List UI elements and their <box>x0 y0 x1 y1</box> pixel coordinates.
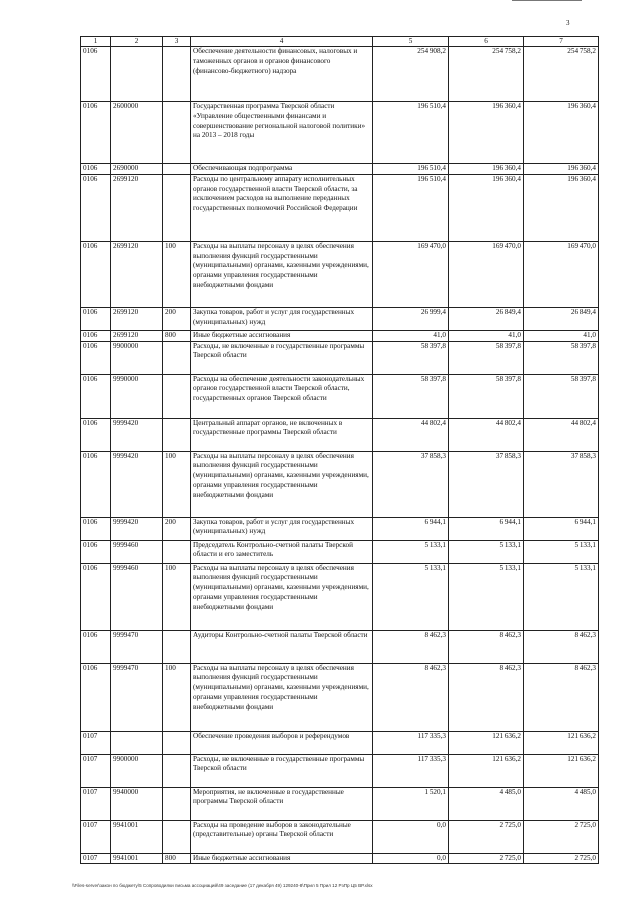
amount-cell: 2 725,0 <box>449 853 524 864</box>
expense-type-cell: 100 <box>163 241 191 307</box>
table-row <box>81 307 599 330</box>
target-code-cell: 9900000 <box>111 341 163 374</box>
section-code-cell: 0106 <box>81 451 111 517</box>
section-code-cell: 0106 <box>81 102 111 164</box>
description-cell: Расходы на проведение выборов в законодательные (представительные) органы Тверской области <box>191 820 373 853</box>
target-code-cell: 9999420 <box>111 418 163 451</box>
amount-cell: 37 858,3 <box>449 451 524 517</box>
table-row <box>81 164 599 175</box>
amount-cell: 1 520,1 <box>373 787 449 820</box>
section-code-cell: 0106 <box>81 563 111 630</box>
table-row <box>81 418 599 451</box>
description-cell: Расходы, не включенные в государственные программы Тверской области <box>191 341 373 374</box>
target-code-cell: 9999460 <box>111 563 163 630</box>
section-code-cell: 0106 <box>81 47 111 102</box>
amount-cell: 44 802,4 <box>373 418 449 451</box>
section-code-cell: 0106 <box>81 540 111 563</box>
amount-cell: 196 510,4 <box>373 102 449 164</box>
description-cell: Иные бюджетные ассигнования <box>191 853 373 864</box>
expense-type-cell: 800 <box>163 330 191 341</box>
amount-cell: 121 636,2 <box>524 731 599 754</box>
header-cell: 3 <box>163 37 191 47</box>
header-cell: 1 <box>81 37 111 47</box>
table-row <box>81 341 599 374</box>
expense-type-cell <box>163 374 191 418</box>
table-row <box>81 630 599 663</box>
description-cell: Государственная программа Тверской области «Управление общественными финансами и совершенствование региональной налоговой политики» на 2013 – 2018 годы <box>191 102 373 164</box>
header-cell: 2 <box>111 37 163 47</box>
amount-cell: 8 462,3 <box>449 630 524 663</box>
amount-cell: 44 802,4 <box>524 418 599 451</box>
header-cell: 4 <box>191 37 373 47</box>
amount-cell: 2 725,0 <box>524 853 599 864</box>
description-cell: Иные бюджетные ассигнования <box>191 330 373 341</box>
amount-cell: 8 462,3 <box>524 630 599 663</box>
expense-type-cell: 100 <box>163 451 191 517</box>
header-cell: 7 <box>524 37 599 47</box>
amount-cell: 8 462,3 <box>449 663 524 731</box>
section-code-cell: 0106 <box>81 330 111 341</box>
amount-cell: 8 462,3 <box>524 663 599 731</box>
amount-cell: 196 360,4 <box>449 174 524 241</box>
description-cell: Центральный аппарат органов, не включенных в государственные программы Тверской области <box>191 418 373 451</box>
expense-type-cell <box>163 787 191 820</box>
expense-type-cell <box>163 754 191 787</box>
target-code-cell: 9900000 <box>111 754 163 787</box>
expense-type-cell <box>163 540 191 563</box>
description-cell: Расходы, не включенные в государственные программы Тверской области <box>191 754 373 787</box>
table-row <box>81 663 599 731</box>
section-code-cell: 0106 <box>81 164 111 175</box>
section-code-cell: 0106 <box>81 418 111 451</box>
amount-cell: 196 360,4 <box>524 102 599 164</box>
amount-cell: 8 462,3 <box>373 663 449 731</box>
description-cell: Закупка товаров, работ и услуг для государственных (муниципальных) нужд <box>191 307 373 330</box>
expense-type-cell: 100 <box>163 663 191 731</box>
amount-cell: 26 849,4 <box>449 307 524 330</box>
target-code-cell: 9940000 <box>111 787 163 820</box>
section-code-cell: 0107 <box>81 787 111 820</box>
section-code-cell: 0106 <box>81 517 111 540</box>
amount-cell: 6 944,1 <box>373 517 449 540</box>
table-row <box>81 731 599 754</box>
table-row <box>81 754 599 787</box>
header-cell: 6 <box>449 37 524 47</box>
expense-type-cell: 200 <box>163 517 191 540</box>
amount-cell: 5 133,1 <box>373 540 449 563</box>
section-code-cell: 0106 <box>81 307 111 330</box>
amount-cell: 4 485,0 <box>449 787 524 820</box>
target-code-cell: 2699120 <box>111 330 163 341</box>
description-cell: Расходы на выплаты персоналу в целях обеспечения выполнения функций государственными (муниципальными) органами, казенными учреждениями, органами управления государственными внебюджетными фондами <box>191 451 373 517</box>
amount-cell: 26 849,4 <box>524 307 599 330</box>
amount-cell: 58 397,8 <box>449 341 524 374</box>
amount-cell: 169 470,0 <box>373 241 449 307</box>
description-cell: Закупка товаров, работ и услуг для государственных (муниципальных) нужд <box>191 517 373 540</box>
amount-cell: 0,0 <box>373 820 449 853</box>
amount-cell: 6 944,1 <box>524 517 599 540</box>
table-row <box>81 102 599 164</box>
amount-cell: 196 360,4 <box>449 164 524 175</box>
amount-cell: 169 470,0 <box>524 241 599 307</box>
amount-cell: 4 485,0 <box>524 787 599 820</box>
description-cell: Аудиторы Контрольно-счетной палаты Тверской области <box>191 630 373 663</box>
expense-type-cell <box>163 418 191 451</box>
amount-cell: 37 858,3 <box>524 451 599 517</box>
header-row <box>81 37 599 47</box>
amount-cell: 58 397,8 <box>524 341 599 374</box>
target-code-cell: 2699120 <box>111 307 163 330</box>
section-code-cell: 0107 <box>81 754 111 787</box>
target-code-cell <box>111 731 163 754</box>
table-row <box>81 540 599 563</box>
amount-cell: 58 397,8 <box>524 374 599 418</box>
target-code-cell: 2600000 <box>111 102 163 164</box>
description-cell: Обеспечение проведения выборов и референдумов <box>191 731 373 754</box>
target-code-cell: 9999460 <box>111 540 163 563</box>
target-code-cell: 2690000 <box>111 164 163 175</box>
section-code-cell: 0106 <box>81 630 111 663</box>
section-code-cell: 0107 <box>81 820 111 853</box>
amount-cell: 196 360,4 <box>524 164 599 175</box>
target-code-cell: 2699120 <box>111 241 163 307</box>
expense-type-cell <box>163 731 191 754</box>
target-code-cell: 9999470 <box>111 663 163 731</box>
expense-type-cell <box>163 820 191 853</box>
expense-type-cell <box>163 47 191 102</box>
expense-type-cell: 200 <box>163 307 191 330</box>
amount-cell: 26 999,4 <box>373 307 449 330</box>
amount-cell: 254 758,2 <box>524 47 599 102</box>
description-cell: Мероприятия, не включенные в государственные программы Тверской области <box>191 787 373 820</box>
target-code-cell: 9999470 <box>111 630 163 663</box>
expense-type-cell <box>163 341 191 374</box>
table-row <box>81 563 599 630</box>
budget-table <box>80 36 599 864</box>
amount-cell: 254 908,2 <box>373 47 449 102</box>
amount-cell: 0,0 <box>373 853 449 864</box>
amount-cell: 41,0 <box>449 330 524 341</box>
amount-cell: 58 397,8 <box>373 341 449 374</box>
top-rule <box>512 0 582 1</box>
table-row <box>81 517 599 540</box>
amount-cell: 121 636,2 <box>449 731 524 754</box>
section-code-cell: 0106 <box>81 663 111 731</box>
amount-cell: 41,0 <box>524 330 599 341</box>
amount-cell: 196 360,4 <box>524 174 599 241</box>
amount-cell: 6 944,1 <box>449 517 524 540</box>
amount-cell: 5 133,1 <box>449 540 524 563</box>
amount-cell: 196 510,4 <box>373 174 449 241</box>
amount-cell: 5 133,1 <box>524 540 599 563</box>
target-code-cell: 9941001 <box>111 853 163 864</box>
expense-type-cell <box>163 630 191 663</box>
amount-cell: 117 335,3 <box>373 754 449 787</box>
amount-cell: 41,0 <box>373 330 449 341</box>
target-code-cell <box>111 47 163 102</box>
table-row <box>81 374 599 418</box>
section-code-cell: 0106 <box>81 374 111 418</box>
table-row <box>81 241 599 307</box>
expense-type-cell <box>163 102 191 164</box>
description-cell: Председатель Контрольно-счетной палаты Тверской области и его заместитель <box>191 540 373 563</box>
section-code-cell: 0106 <box>81 241 111 307</box>
file-path-footer: \\Files-server\закон по бюджету\5 Сопроводилки письма ассоциаций\49 заседание (17 декабря 49) 129240-8\Прил 5 Прил 12 РзПр Ц5 ВР.xlsx <box>72 883 373 888</box>
table-row <box>81 451 599 517</box>
table-row <box>81 330 599 341</box>
description-cell: Обеспечение деятельности финансовых, налоговых и таможенных органов и органов финансового (финансово-бюджетного) надзора <box>191 47 373 102</box>
section-code-cell: 0107 <box>81 853 111 864</box>
description-cell: Расходы на выплаты персоналу в целях обеспечения выполнения функций государственными (муниципальными) органами, казенными учреждениями, органами управления государственными внебюджетными фондами <box>191 241 373 307</box>
amount-cell: 2 725,0 <box>449 820 524 853</box>
amount-cell: 196 360,4 <box>449 102 524 164</box>
section-code-cell: 0106 <box>81 341 111 374</box>
target-code-cell: 9990000 <box>111 374 163 418</box>
description-cell: Обеспечивающая подпрограмма <box>191 164 373 175</box>
amount-cell: 58 397,8 <box>373 374 449 418</box>
amount-cell: 196 510,4 <box>373 164 449 175</box>
amount-cell: 5 133,1 <box>373 563 449 630</box>
expense-type-cell <box>163 174 191 241</box>
expense-type-cell: 800 <box>163 853 191 864</box>
target-code-cell: 2699120 <box>111 174 163 241</box>
amount-cell: 2 725,0 <box>524 820 599 853</box>
amount-cell: 37 858,3 <box>373 451 449 517</box>
amount-cell: 121 636,2 <box>524 754 599 787</box>
amount-cell: 121 636,2 <box>449 754 524 787</box>
amount-cell: 117 335,3 <box>373 731 449 754</box>
description-cell: Расходы по центральному аппарату исполнительных органов государственной власти Тверской области, за исключением расходов на выполнение переданных государственных полномочий Российской Федерации <box>191 174 373 241</box>
table-row <box>81 787 599 820</box>
amount-cell: 5 133,1 <box>449 563 524 630</box>
table-row <box>81 47 599 102</box>
expense-type-cell <box>163 164 191 175</box>
description-cell: Расходы на выплаты персоналу в целях обеспечения выполнения функций государственными (муниципальными) органами, казенными учреждениями, органами управления государственными внебюджетными фондами <box>191 563 373 630</box>
amount-cell: 8 462,3 <box>373 630 449 663</box>
table-row <box>81 174 599 241</box>
header-cell: 5 <box>373 37 449 47</box>
amount-cell: 44 802,4 <box>449 418 524 451</box>
table-row <box>81 820 599 853</box>
target-code-cell: 9999420 <box>111 451 163 517</box>
table-row <box>81 853 599 864</box>
description-cell: Расходы на выплаты персоналу в целях обеспечения выполнения функций государственными (муниципальными) органами, казенными учреждениями, органами управления государственными внебюджетными фондами <box>191 663 373 731</box>
target-code-cell: 9999420 <box>111 517 163 540</box>
expense-type-cell: 100 <box>163 563 191 630</box>
section-code-cell: 0106 <box>81 174 111 241</box>
target-code-cell: 9941001 <box>111 820 163 853</box>
amount-cell: 254 758,2 <box>449 47 524 102</box>
amount-cell: 58 397,8 <box>449 374 524 418</box>
page-number: 3 <box>566 19 570 27</box>
description-cell: Расходы на обеспечение деятельности законодательных органов государственной власти Тверской области, государственных органов Тверской области <box>191 374 373 418</box>
amount-cell: 5 133,1 <box>524 563 599 630</box>
section-code-cell: 0107 <box>81 731 111 754</box>
amount-cell: 169 470,0 <box>449 241 524 307</box>
